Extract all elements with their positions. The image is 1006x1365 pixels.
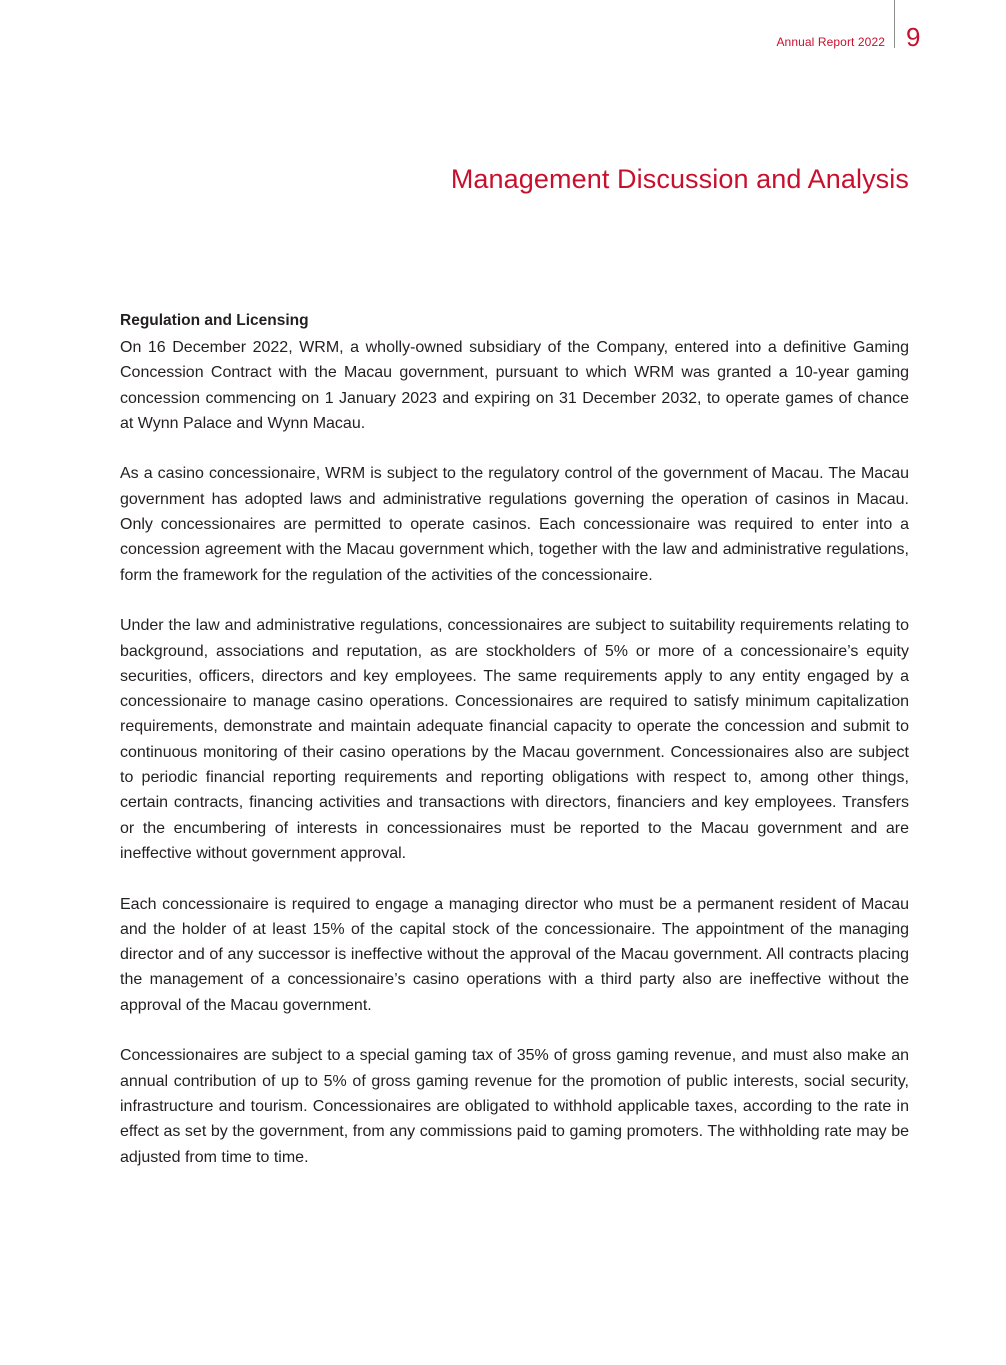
report-label: Annual Report 2022 (776, 35, 885, 49)
paragraph-regulatory-control: As a casino concessionaire, WRM is subject to the regulatory control of the government of Macau. The Macau government has adopted laws and administrative regulations governing the operation of casinos in Macau. Only concessionaires are permitted to operate casinos. Each concessionaire was required to enter into a concession agreement with the Macau government which, together with the law and administrative regulations, form the framework for the regulation of the activities of the concessionaire. (120, 465, 909, 584)
section-regulation-and-licensing (120, 308, 909, 1195)
page-title: Management Discussion and Analysis (450, 164, 909, 194)
section-heading: Regulation and Licensing (120, 312, 309, 329)
running-header (0, 0, 1006, 60)
paragraph-concession-contract: On 16 December 2022, WRM, a wholly-owned subsidiary of the Company, entered into a definitive Gaming Concession Contract with the Macau government, pursuant to which WRM was granted a 10-year gaming concession commencing on 1 January 2023 and expiring on 31 December 2032, to operate games of chance at Wynn Palace and Wynn Macau. (120, 339, 909, 432)
paragraph-gaming-tax: Concessionaires are subject to a special gaming tax of 35% of gross gaming revenue, and must also make an annual contribution of up to 5% of gross gaming revenue for the promotion of public interests, social security, infrastructure and tourism. Concessionaires are obligated to withhold applicable taxes, according to the rate in effect as set by the government, from any commissions paid to gaming promoters. The withholding rate may be adjusted from time to time. (120, 1047, 909, 1166)
paragraph-suitability-requirements: Under the law and administrative regulations, concessionaires are subject to suitability requirements relating to background, associations and reputation, as are stockholders of 5% or more of a concessionaire’s equity securities, officers, directors and key employees. The same requirements apply to any entity engaged by a concessionaire to manage casino operations. Concessionaires are required to satisfy minimum capitalization requirements, demonstrate and maintain adequate financial capacity to operate the concession and submit to continuous monitoring of their casino operations by the Macau government. Concessionaires also are subject to periodic financial reporting requirements and reporting obligations with respect to, among other things, certain contracts, financing activities and transactions with directors, financiers and key employees. Transfers or the encumbering of interests in concessionaires must be reported to the Macau government and are ineffective without government approval. (120, 617, 909, 862)
header-divider (894, 0, 895, 48)
paragraph-managing-director: Each concessionaire is required to engage a managing director who must be a permanent resident of Macau and the holder of at least 15% of the capital stock of the concessionaire. The appointment of the managing director and of any successor is ineffective without the approval of the Macau government. All contracts placing the management of a concessionaire’s casino operations with a third party also are ineffective without the approval of the Macau government. (120, 895, 909, 1014)
page-number: 9 (906, 22, 921, 52)
